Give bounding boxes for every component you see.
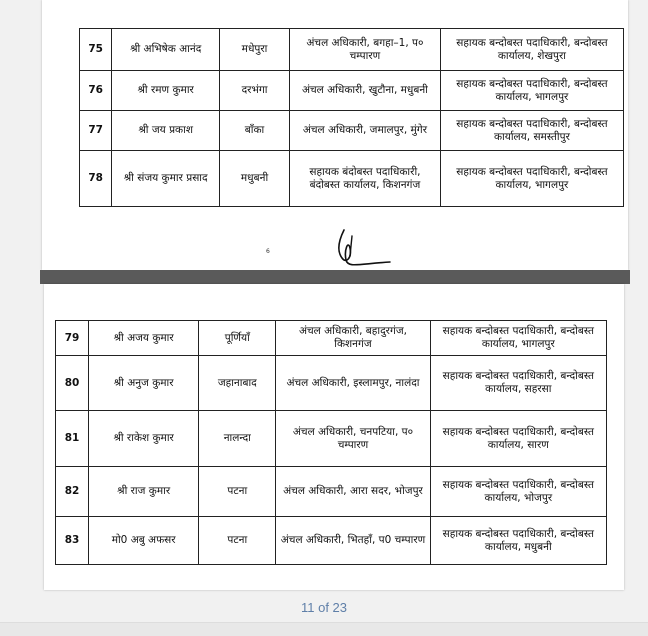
home-district: बाँका [220, 111, 290, 151]
document-page-bottom [44, 284, 624, 590]
document-page-top [42, 0, 628, 270]
transfer-table-bottom [55, 320, 607, 565]
table-row [56, 321, 607, 356]
table-row [56, 517, 607, 565]
officer-name: श्री जय प्रकाश [112, 111, 220, 151]
serial-number: 83 [56, 517, 89, 565]
transfer-table-top [79, 28, 624, 207]
current-post: अंचल अधिकारी, जमालपुर, मुंगेर [290, 111, 441, 151]
serial-number: 76 [80, 71, 112, 111]
new-post: सहायक बन्दोबस्त पदाधिकारी, बन्दोबस्त कार्यालय, सारण [430, 411, 606, 467]
serial-number: 77 [80, 111, 112, 151]
officer-name: श्री रमण कुमार [112, 71, 220, 111]
officer-name: श्री राकेश कुमार [89, 411, 199, 467]
table-row [80, 151, 624, 207]
serial-number: 78 [80, 151, 112, 207]
serial-number: 82 [56, 467, 89, 517]
home-district: पटना [199, 467, 276, 517]
table-row [80, 29, 624, 71]
current-post: अंचल अधिकारी, चनपटिया, प० चम्पारण [276, 411, 430, 467]
officer-name: मो0 अबु अफसर [89, 517, 199, 565]
current-post: अंचल अधिकारी, इस्लामपुर, नालंदा [276, 356, 430, 411]
officer-name: श्री राज कुमार [89, 467, 199, 517]
table-row [56, 467, 607, 517]
home-district: जहानाबाद [199, 356, 276, 411]
home-district: पटना [199, 517, 276, 565]
current-post: सहायक बंदोबस्त पदाधिकारी, बंदोबस्त कार्यालय, किशनगंज [290, 151, 441, 207]
page-counter: 11 of 23 [300, 600, 348, 615]
page-separator [40, 270, 630, 284]
table-row [80, 111, 624, 151]
home-district: नालन्दा [199, 411, 276, 467]
current-post: अंचल अधिकारी, बगहा–1, प० चम्पारण [290, 29, 441, 71]
new-post: सहायक बन्दोबस्त पदाधिकारी, बन्दोबस्त कार्यालय, भागलपुर [440, 71, 623, 111]
current-post: अंचल अधिकारी, बहादुरगंज, किशनगंज [276, 321, 430, 356]
serial-number: 75 [80, 29, 112, 71]
new-post: सहायक बन्दोबस्त पदाधिकारी, बन्दोबस्त कार्यालय, समस्तीपुर [440, 111, 623, 151]
home-district: मधेपुरा [220, 29, 290, 71]
new-post: सहायक बन्दोबस्त पदाधिकारी, बन्दोबस्त कार्यालय, सहरसा [430, 356, 606, 411]
home-district: मधुबनी [220, 151, 290, 207]
signature-image [330, 228, 400, 270]
table-row [56, 356, 607, 411]
new-post: सहायक बन्दोबस्त पदाधिकारी, बन्दोबस्त कार्यालय, भागलपुर [440, 151, 623, 207]
officer-name: श्री संजय कुमार प्रसाद [112, 151, 220, 207]
home-district: पूर्णियाँ [199, 321, 276, 356]
new-post: सहायक बन्दोबस्त पदाधिकारी, बन्दोबस्त कार्यालय, भागलपुर [430, 321, 606, 356]
new-post: सहायक बन्दोबस्त पदाधिकारी, बन्दोबस्त कार्यालय, शेखपुरा [440, 29, 623, 71]
current-post: अंचल अधिकारी, आरा सदर, भोजपुर [276, 467, 430, 517]
new-post: सहायक बन्दोबस्त पदाधिकारी, बन्दोबस्त कार्यालय, भोजपुर [430, 467, 606, 517]
home-district: दरभंगा [220, 71, 290, 111]
new-post: सहायक बन्दोबस्त पदाधिकारी, बन्दोबस्त कार्यालय, मधुबनी [430, 517, 606, 565]
current-post: अंचल अधिकारी, भितहाँ, प0 चम्पारण [276, 517, 430, 565]
table-row [80, 71, 624, 111]
officer-name: श्री अनुज कुमार [89, 356, 199, 411]
officer-name: श्री अभिषेक आनंद [112, 29, 220, 71]
viewer-bottom-bar [0, 622, 648, 636]
page-number-mark: 6 [266, 248, 270, 255]
officer-name: श्री अजय कुमार [89, 321, 199, 356]
serial-number: 81 [56, 411, 89, 467]
serial-number: 80 [56, 356, 89, 411]
current-post: अंचल अधिकारी, खुटौना, मधुबनी [290, 71, 441, 111]
serial-number: 79 [56, 321, 89, 356]
table-row [56, 411, 607, 467]
